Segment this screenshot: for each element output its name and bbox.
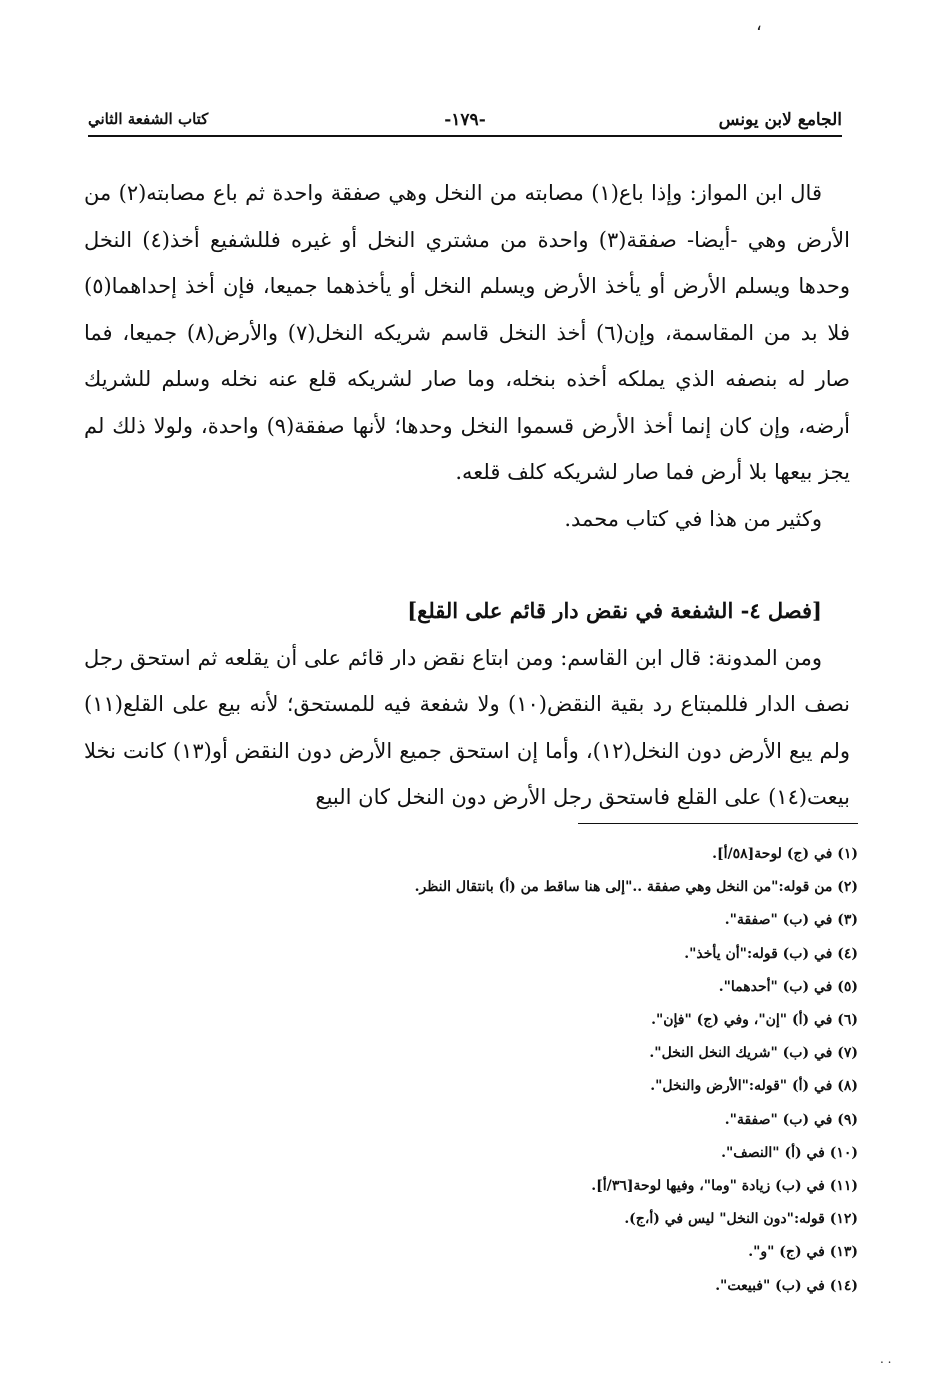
footnote: (١٢) قوله:"دون النخل" ليس في (أ،ج). <box>624 1211 858 1228</box>
footnote: (١٣) في (ج) "و". <box>748 1244 858 1261</box>
paragraph-2 <box>84 496 850 543</box>
paragraph-1 <box>84 170 850 496</box>
line: أخذ إحداهما(٥) فلا بد من المقاسمة، وإن(٦) أخذ النخل قاسم شريكه النخل(٧) <box>84 274 850 345</box>
header-page-number: -١٧٩- <box>444 110 486 130</box>
footnote: (٣) في (ب) "صفقة". <box>724 912 858 929</box>
footnote: (١١) في (ب) زيادة "وما"، وفيها لوحة[٣٦/أ]. <box>591 1178 858 1195</box>
header-rule <box>88 135 842 137</box>
footnote: (١٤) في (ب) "فبيعت". <box>715 1277 858 1294</box>
footnote: (٥) في (ب) "أحدهما". <box>718 978 858 995</box>
footnote-separator <box>578 823 858 824</box>
footnote: (٧) في (ب) "شريك النخل النخل". <box>649 1045 858 1062</box>
section-heading: [فصل ٤- الشفعة في نقض دار قائم على القلع] <box>407 598 822 623</box>
line: ومن المدونة: قال ابن القاسم: ومن ابتاع نقض دار قائم على أن يقلعه ثم استحق <box>123 645 822 670</box>
footnote: (٤) في (ب) قوله:"أن يأخذ". <box>684 945 858 962</box>
main-text <box>84 170 850 821</box>
line: والأرض(٨) جميعا، فما صار له بنصفه الذي يملكه أخذه بنخله، وما صار لشريكه قلع <box>84 320 850 391</box>
line: القلع(١١) ولم يبع الأرض دون النخل(١٢)، وأما إن استحق جميع الأرض دون النقض <box>84 692 850 763</box>
footnote: (٦) في (أ) "إن"، وفي (ج) "فإن". <box>651 1012 858 1029</box>
section-paragraph <box>84 635 850 821</box>
footnotes <box>84 838 858 1303</box>
header-book-title: الجامع لابن يونس <box>718 110 842 130</box>
header-chapter-title: كتاب الشفعة الثاني <box>88 110 209 128</box>
line: أو(١٣) كانت نخلا بيعت(١٤) على القلع فاستحق رجل الأرض دون النخل كان البيع <box>84 738 850 809</box>
line: عنه نخله وسلم للشريك أرضه، وإن كان إنما أخذ الأرض قسموا النخل وحدها؛ لأنها <box>84 367 851 438</box>
footnote: (١) في (ج) لوحة[٥٨/أ]. <box>712 846 858 862</box>
footnote: (٢) من قوله:"من النخل وهي صفقة .."إلى هنا ساقط من (أ) بانتقال النظر. <box>414 879 858 896</box>
scan-mark: ، <box>756 14 762 35</box>
footnote: (٩) في (ب) "صفقة". <box>724 1111 858 1128</box>
line: وكثير من هذا في كتاب محمد. <box>564 506 822 531</box>
line: النخل وحدها ويسلم الأرض أو يأخذ الأرض ويسلم النخل أو يأخذهما جميعا، فإن <box>84 227 850 298</box>
scan-mark: . . <box>880 1352 892 1366</box>
line: قال ابن المواز: وإذا باع(١) مصابته من النخل وهي صفقة واحدة ثم باع مصابته(٢) <box>111 181 822 205</box>
footnote: (١٠) في (أ) "النصف". <box>721 1144 858 1161</box>
running-header <box>88 106 842 136</box>
footnote: (٨) في (أ) "قوله:"الأرض والنخل". <box>650 1078 858 1095</box>
line: صفقة(٩) واحدة، ولولا ذلك لم يجز بيعها بلا أرض فما صار لشريكه كلف قلعه. <box>84 413 850 484</box>
line: رجل نصف الدار فللمبتاع رد بقية النقض(١٠) ولا شفعة فيه للمستحق؛ لأنه بيع على <box>84 645 850 716</box>
line: من الأرض وهي -أيضا- صفقة(٣) واحدة من مشتري النخل أو غيره فللشفيع أخذ(٤) <box>84 181 850 252</box>
